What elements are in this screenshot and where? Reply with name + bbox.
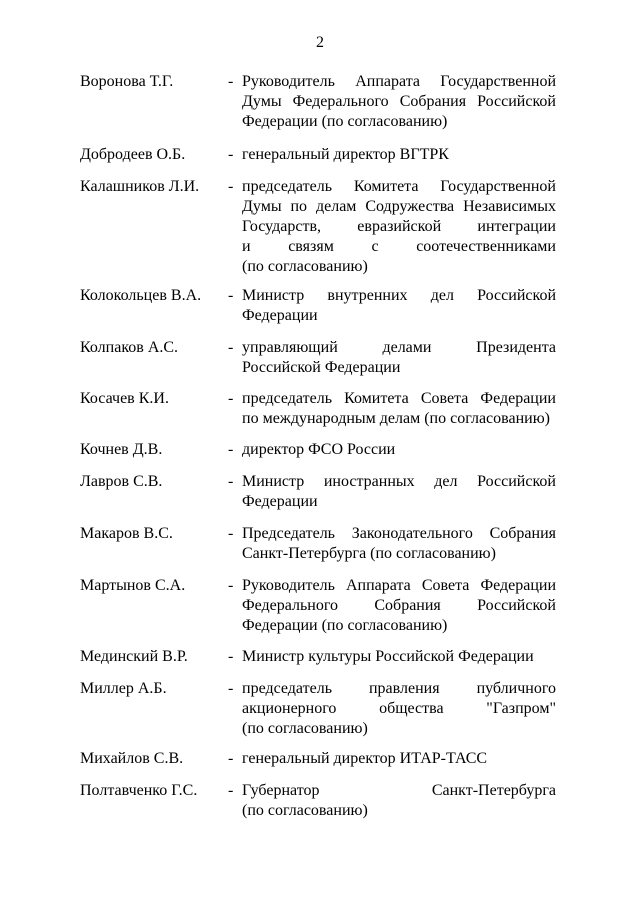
member-name: Лавров С.В. [80,473,163,490]
dash-separator: - [228,178,234,195]
position-line: Федерального Собрания Российской [242,597,556,614]
member-name: Колокольцев В.А. [80,287,202,304]
position-line: Федерации (по согласованию) [242,113,448,130]
position-line: генеральный директор ВГТРК [242,146,449,163]
position-line: Губернатор Санкт-Петербурга [242,782,556,799]
member-name: Михайлов С.В. [80,750,184,767]
member-position [242,472,556,512]
position-line: (по согласованию) [242,258,368,275]
member-position [242,781,556,821]
position-line: Министр иностранных дел Российской [242,473,556,490]
position-line: Федерации (по согласованию) [242,617,448,634]
position-line: Федерации [242,493,318,510]
position-line: Российской Федерации [242,359,401,376]
position-line: Думы по делам Содружества Независимых [242,198,556,215]
position-line: Председатель Законодательного Собрания [242,525,556,542]
member-name: Миллер А.Б. [80,680,167,697]
position-line: председатель Комитета Государственной [242,178,556,195]
position-line: Думы Федерального Собрания Российской [242,93,556,110]
position-line: генеральный директор ИТАР-ТАСС [242,750,488,767]
dash-separator: - [228,473,234,490]
member-name: Косачев К.И. [80,390,169,407]
member-position [242,679,556,739]
member-name: Мединский В.Р. [80,648,188,665]
member-name: Калашников Л.И. [80,178,200,195]
member-position [242,177,556,277]
position-line: Министр внутренних дел Российской [242,287,556,304]
dash-separator: - [228,648,234,665]
member-name: Кочнев Д.В. [80,441,163,458]
position-line: Руководитель Аппарата Государственной [242,73,556,90]
position-line: Федерации [242,307,318,324]
position-line: Министр культуры Российской Федерации [242,648,534,665]
dash-separator: - [228,146,234,163]
position-line: управляющий делами Президента [242,339,556,356]
dash-separator: - [228,390,234,407]
member-position [242,72,556,132]
page-number: 2 [316,34,324,51]
position-line: (по согласованию) [242,720,368,737]
dash-separator: - [228,441,234,458]
member-position [242,145,556,165]
member-name: Мартынов С.А. [80,577,186,594]
dash-separator: - [228,73,234,90]
member-position [242,749,556,769]
position-line: председатель правления публичного [242,680,556,697]
dash-separator: - [228,782,234,799]
member-name: Воронова Т.Г. [80,73,174,90]
dash-separator: - [228,287,234,304]
dash-separator: - [228,525,234,542]
dash-separator: - [228,339,234,356]
dash-separator: - [228,577,234,594]
position-line: Государств, евразийской интеграции [242,218,556,235]
position-line: акционерного общества "Газпром" [242,700,556,717]
member-name: Добродеев О.Б. [80,146,186,163]
position-line: директор ФСО России [242,441,396,458]
position-line: Санкт-Петербурга (по согласованию) [242,545,496,562]
member-position [242,524,556,564]
member-name: Колпаков А.С. [80,339,179,356]
position-line: Руководитель Аппарата Совета Федерации [242,577,556,594]
dash-separator: - [228,750,234,767]
position-line: (по согласованию) [242,802,368,819]
position-line: председатель Комитета Совета Федерации [242,390,556,407]
position-line: по международным делам (по согласованию) [242,410,550,427]
position-line: и связям с соотечественниками [242,238,556,255]
dash-separator: - [228,680,234,697]
member-position [242,338,556,378]
member-position [242,647,556,667]
member-position [242,440,556,460]
member-position [242,576,556,636]
member-position [242,286,556,326]
member-position [242,389,556,429]
member-name: Полтавченко Г.С. [80,782,198,799]
member-name: Макаров В.С. [80,525,173,542]
